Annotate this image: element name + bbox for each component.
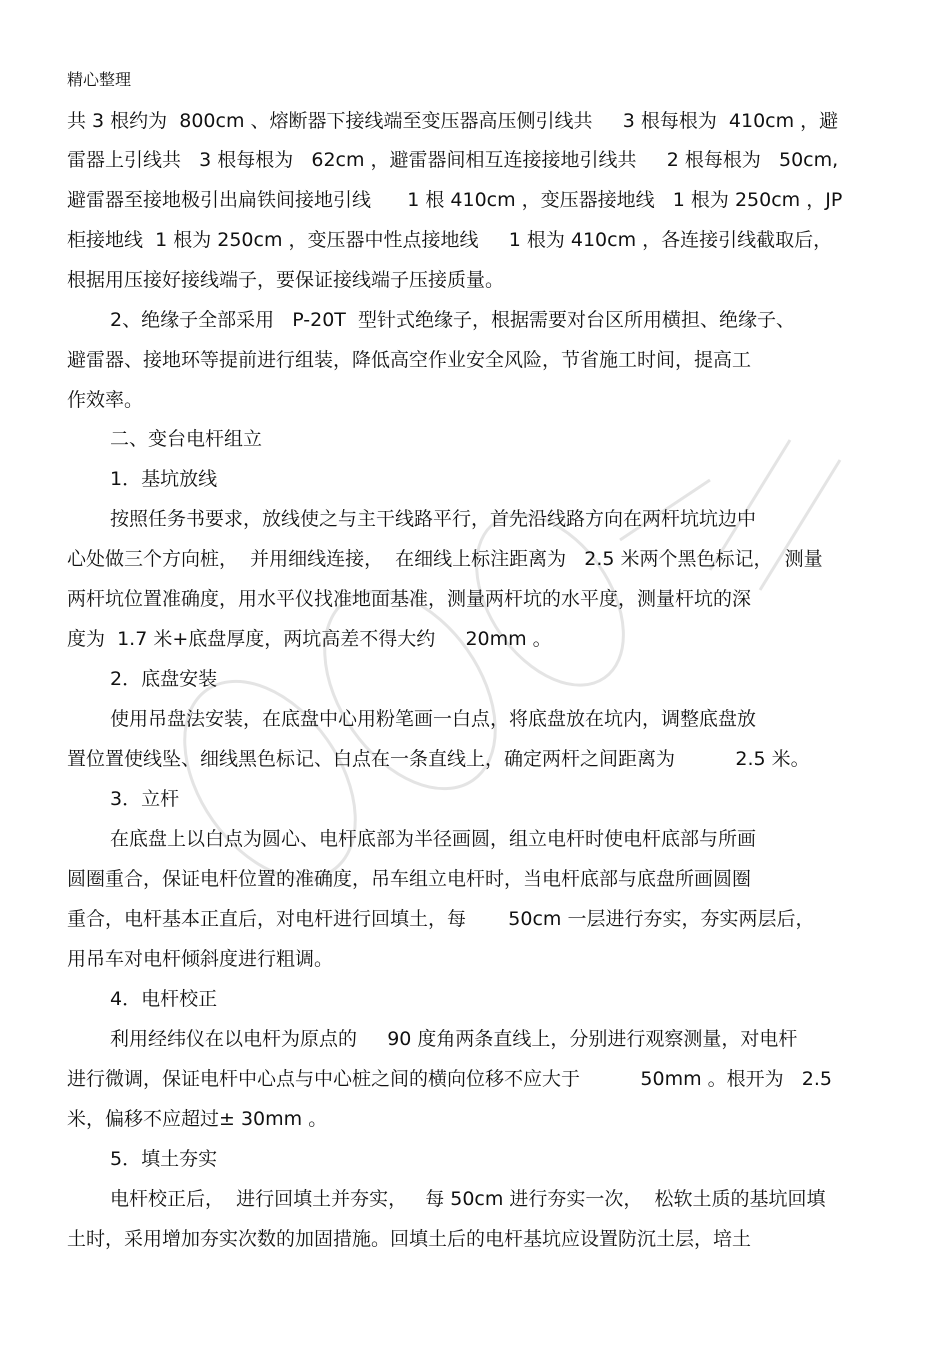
paragraph-start-line: 2、绝缘子全部采用 P-20T 型针式绝缘子，根据需要对台区所用横担、绝缘子、 — [110, 309, 795, 331]
text-line: 共 3 根约为 800cm 、熔断器下接线端至变压器高压侧引线共 3 根每根为 410cm ，避 — [67, 110, 839, 132]
text-line: 重合，电杆基本正直后，对电杆进行回填土，每 50cm 一层进行夯实，夯实两层后， — [67, 908, 815, 930]
subsection-heading: 2．底盘安装 — [110, 668, 218, 690]
text-line: 度为 1.7 米+底盘厚度，两坑高差不得大约 20mm 。 — [67, 628, 552, 650]
text-line: 圆圈重合，保证电杆位置的准确度，吊车组立电杆时，当电杆底部与底盘所画圆圈 — [67, 868, 752, 890]
text-line: 用吊车对电杆倾斜度进行粗调。 — [67, 948, 334, 970]
paragraph-start-line: 在底盘上以白点为圆心、电杆底部为半径画圆，组立电杆时使电杆底部与所画 — [110, 828, 757, 850]
text-line: 两杆坑位置准确度，用水平仪找准地面基准，测量两杆坑的水平度，测量杆坑的深 — [67, 588, 752, 610]
subsection-heading: 5．填土夯实 — [110, 1148, 218, 1170]
text-line: 作效率。 — [67, 389, 144, 411]
paragraph-start-line: 电杆校正后， 进行回填土并夯实， 每 50cm 进行夯实一次， 松软土质的基坑回填 — [110, 1188, 826, 1210]
paragraph-start-line: 使用吊盘法安装，在底盘中心用粉笔画一白点，将底盘放在坑内，调整底盘放 — [110, 708, 757, 730]
text-line: 置位置使线坠、细线黑色标记、白点在一条直线上，确定两杆之间距离为 2.5 米。 — [67, 748, 810, 770]
section-heading: 二、变台电杆组立 — [110, 428, 263, 450]
text-line: 根据用压接好接线端子，要保证接线端子压接质量。 — [67, 269, 505, 291]
text-line: 柜接地线 1 根为 250cm ，变压器中性点接地线 1 根为 410cm ，各连接引线截取后， — [67, 229, 833, 251]
paragraph-start-line: 利用经纬仪在以电杆为原点的 90 度角两条直线上，分别进行观察测量，对电杆 — [110, 1028, 798, 1050]
text-line: 土时，采用增加夯实次数的加固措施。回填土后的电杆基坑应设置防沉土层，培土 — [67, 1228, 752, 1250]
text-line: 进行微调，保证电杆中心点与中心桩之间的横向位移不应大于 50mm 。根开为 2.5 — [67, 1068, 832, 1090]
text-line: 心处做三个方向桩， 并用细线连接， 在细线上标注距离为 2.5 米两个黑色标记， 测量 — [67, 548, 823, 570]
paragraph-start-line: 按照任务书要求，放线使之与主干线路平行，首先沿线路方向在两杆坑坑边中 — [110, 508, 757, 530]
watermark-graphic — [150, 420, 850, 940]
text-line: 避雷器至接地极引出扁铁间接地引线 1 根 410cm ，变压器接地线 1 根为 250cm ，JP — [67, 189, 843, 211]
subsection-heading: 4．电杆校正 — [110, 988, 218, 1010]
subsection-heading: 3．立杆 — [110, 788, 180, 810]
subsection-heading: 1．基坑放线 — [110, 468, 218, 490]
text-line: 避雷器、接地环等提前进行组装，降低高空作业安全风险，节省施工时间，提高工 — [67, 349, 752, 371]
page-header-title: 精心整理 — [67, 70, 132, 89]
text-line: 米，偏移不应超过± 30mm 。 — [67, 1108, 328, 1130]
text-line: 雷器上引线共 3 根每根为 62cm ，避雷器间相互连接接地引线共 2 根每根为 50cm, — [67, 149, 839, 171]
